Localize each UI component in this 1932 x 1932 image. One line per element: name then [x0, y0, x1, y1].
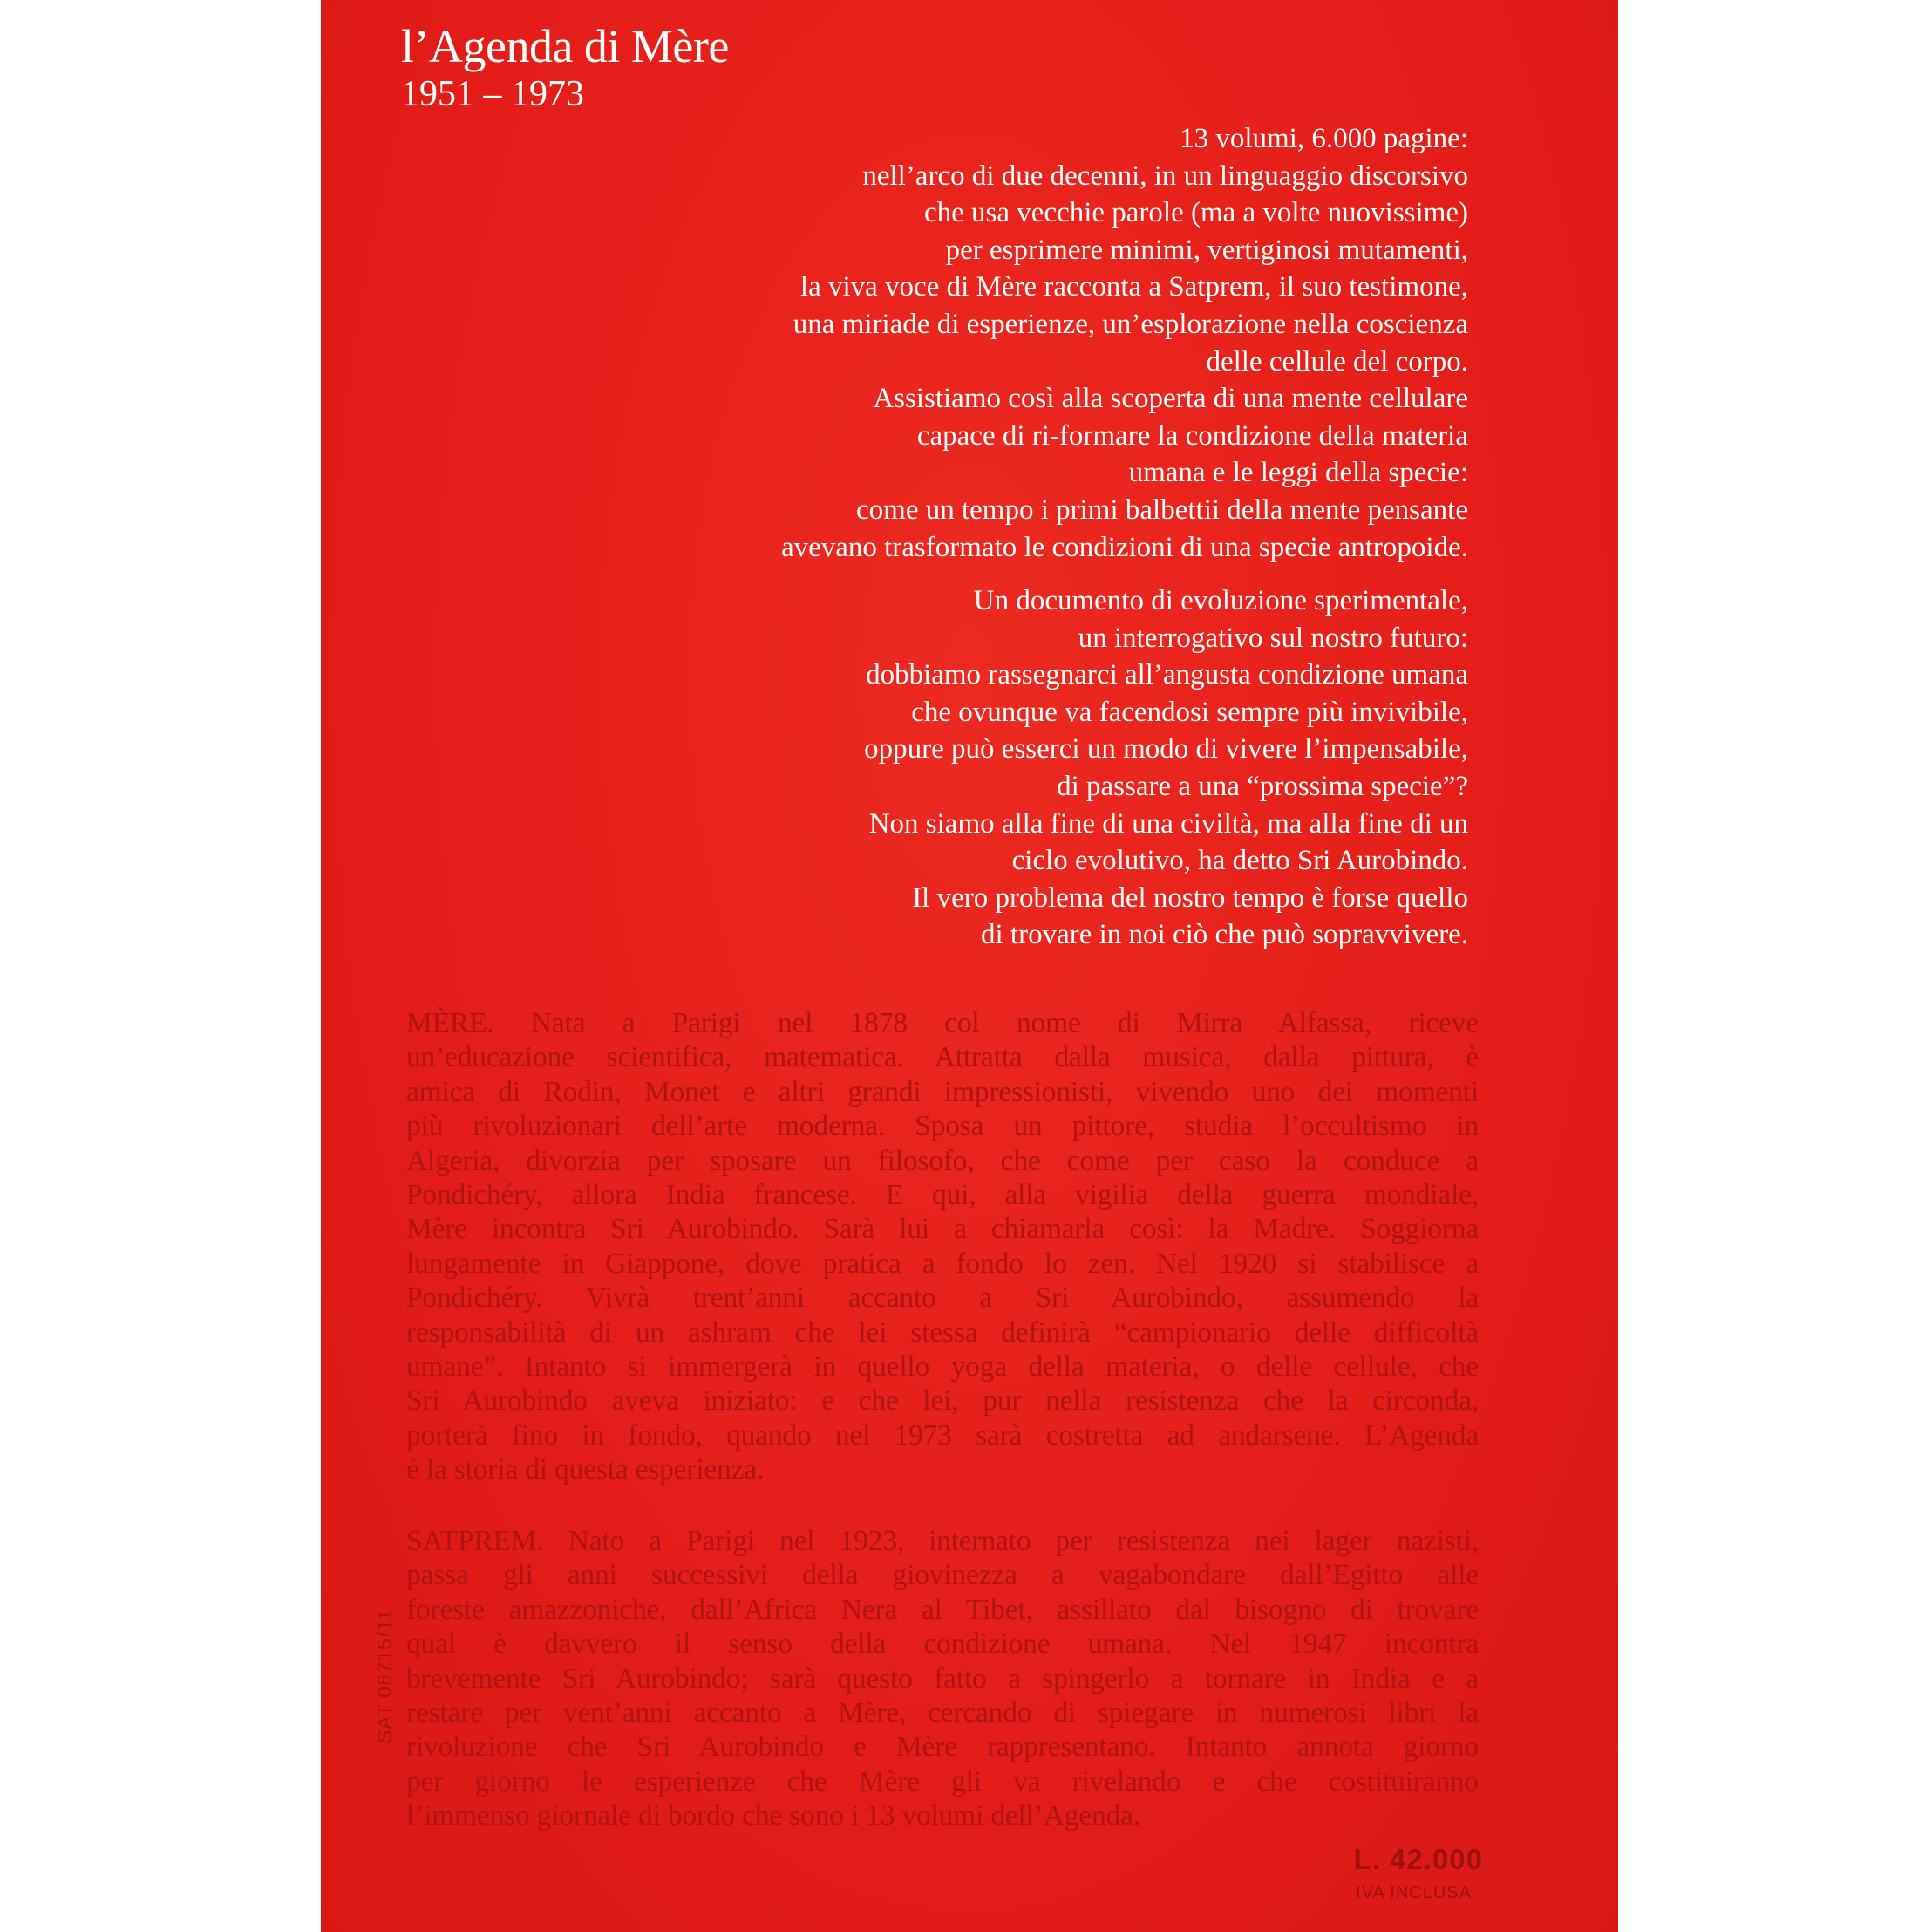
blurb-line: ciclo evolutivo, ha detto Sri Aurobindo. [1011, 845, 1468, 877]
blurb-line: 13 volumi, 6.000 pagine: [1180, 123, 1468, 154]
bio-line: Pondichéry. Vivrà trent’anni accanto a Sri Aurobindo, assumendo la [406, 1282, 1479, 1315]
bio-line: porterà fino in fondo, quando nel 1973 sarà costretta ad andarsene. L’Agenda [406, 1418, 1479, 1452]
bio-line: l’immenso giornale di bordo che sono i 13 volumi dell’Agenda. [406, 1799, 1140, 1833]
bio-line: Algeria, divorzia per sposare un filosofo, che come per caso la conduce a [406, 1144, 1479, 1177]
bio-line: MÈRE. Nata a Parigi nel 1878 col nome di Mirra Alfassa, riceve [406, 1007, 1479, 1039]
blurb-line: che usa vecchie parole (ma a volte nuovissime) [923, 197, 1468, 229]
bio-line: responsabilità di un ashram che lei stessa definirà “campionario delle difficoltà [406, 1316, 1479, 1349]
blurb-line: la viva voce di Mère racconta a Satprem, il suo testimone, [799, 271, 1468, 303]
book-years: 1951 – 1973 [401, 74, 584, 114]
blurb-line: oppure può esserci un modo di vivere l’impensabile, [864, 733, 1468, 765]
bio-line: Pondichéry, allora India francese. E qui, alla vigilia della guerra mondiale, [406, 1179, 1479, 1212]
bio-line: brevemente Sri Aurobindo; sarà questo fatto a spingerlo a tornare in India e a [406, 1662, 1479, 1695]
bio-line: è la storia di questa esperienza. [406, 1453, 765, 1486]
bio-mere [406, 1006, 1479, 1487]
catalog-code: SAT 08715/11 [373, 1608, 396, 1744]
book-title: l’Agenda di Mère [401, 20, 729, 72]
blurb-line: dobbiamo rassegnarci all’angusta condizione umana [866, 659, 1468, 691]
blurb-line: Il vero problema del nostro tempo è forse quello [912, 881, 1468, 914]
blurb-line: capace di ri-formare la condizione della materia [916, 419, 1468, 452]
bio-line: foreste amazzoniche, dall’Africa Nera al Tibet, assillato dal bisogno di trovare [406, 1593, 1479, 1626]
blurb-line: come un tempo i primi balbettii della mente pensante [856, 493, 1468, 526]
vat-note: IVA INCLUSA [1356, 1883, 1472, 1902]
bio-line: passa gli anni successivi della giovinezza a vagabondare dall’Egitto alle [406, 1559, 1479, 1592]
book-back-cover [321, 0, 1618, 1932]
blurb-line: Un documento di evoluzione sperimentale, [973, 585, 1468, 616]
bio-line: un’educazione scientifica, matematica. Attratta dalla musica, dalla pittura, è [406, 1041, 1479, 1074]
bio-line: qual è davvero il senso della condizione umana. Nel 1947 incontra [406, 1628, 1479, 1661]
blurb-line: Assistiamo così alla scoperta di una mente cellulare [873, 383, 1468, 415]
bio-line: restare per vent’anni accanto a Mère, cercando di spiegare in numerosi libri la [406, 1697, 1479, 1730]
bio-line: SATPREM. Nato a Parigi nel 1923, internato per resistenza nei lager nazisti, [406, 1525, 1479, 1557]
bio-line: amica di Rodin, Monet e altri grandi impressionisti, vivendo uno dei momenti [406, 1075, 1479, 1108]
price-label: L. 42.000 [1353, 1843, 1483, 1875]
blurb-line: di trovare in noi ciò che può sopravvivere. [981, 919, 1468, 951]
blurb-line: nell’arco di due decenni, in un linguaggio discorsivo [862, 160, 1468, 192]
bio-satprem [406, 1524, 1479, 1833]
blurb-line: un interrogativo sul nostro futuro: [1078, 622, 1468, 654]
blurb-line: che ovunque va facendosi sempre più invivibile, [911, 696, 1468, 728]
bio-line: Sri Aurobindo aveva iniziato: e che lei, pur nella resistenza che la circonda, [406, 1384, 1479, 1418]
blurb-line: una miriade di esperienze, un’esplorazione nella coscienza [793, 308, 1468, 340]
bio-line: lungamente in Giappone, dove pratica a fondo lo zen. Nel 1920 si stabilisce a [406, 1247, 1479, 1280]
bio-line: umane”. Intanto si immergerà in quello yoga della materia, o delle cellule, che [406, 1350, 1479, 1384]
blurb-line: avevano trasformato le condizioni di una specie antropoide. [780, 531, 1468, 563]
blurb-line: per esprimere minimi, vertiginosi mutamenti, [945, 234, 1468, 266]
bio-line: Mère incontra Sri Aurobindo. Sarà lui a chiamarla così: la Madre. Soggiorna [406, 1213, 1479, 1246]
blurb-paragraph-2 [864, 582, 1468, 954]
bio-line: più rivoluzionari dell’arte moderna. Sposa un pittore, studia l’occultismo in [406, 1110, 1479, 1143]
blurb-line: umana e le leggi della specie: [1128, 457, 1468, 489]
blurb-paragraph-1 [781, 120, 1468, 566]
blurb-line: Non siamo alla fine di una civiltà, ma alla fine di un [868, 807, 1468, 840]
bio-line: rivoluzione che Sri Aurobindo e Mère rappresentano. Intanto annota giorno [406, 1731, 1479, 1764]
bio-line: per giorno le esperienze che Mère gli va rivelando e che costituiranno [406, 1765, 1479, 1798]
blurb-line: delle cellule del corpo. [1206, 345, 1468, 378]
blurb-line: di passare a una “prossima specie”? [1057, 770, 1468, 802]
